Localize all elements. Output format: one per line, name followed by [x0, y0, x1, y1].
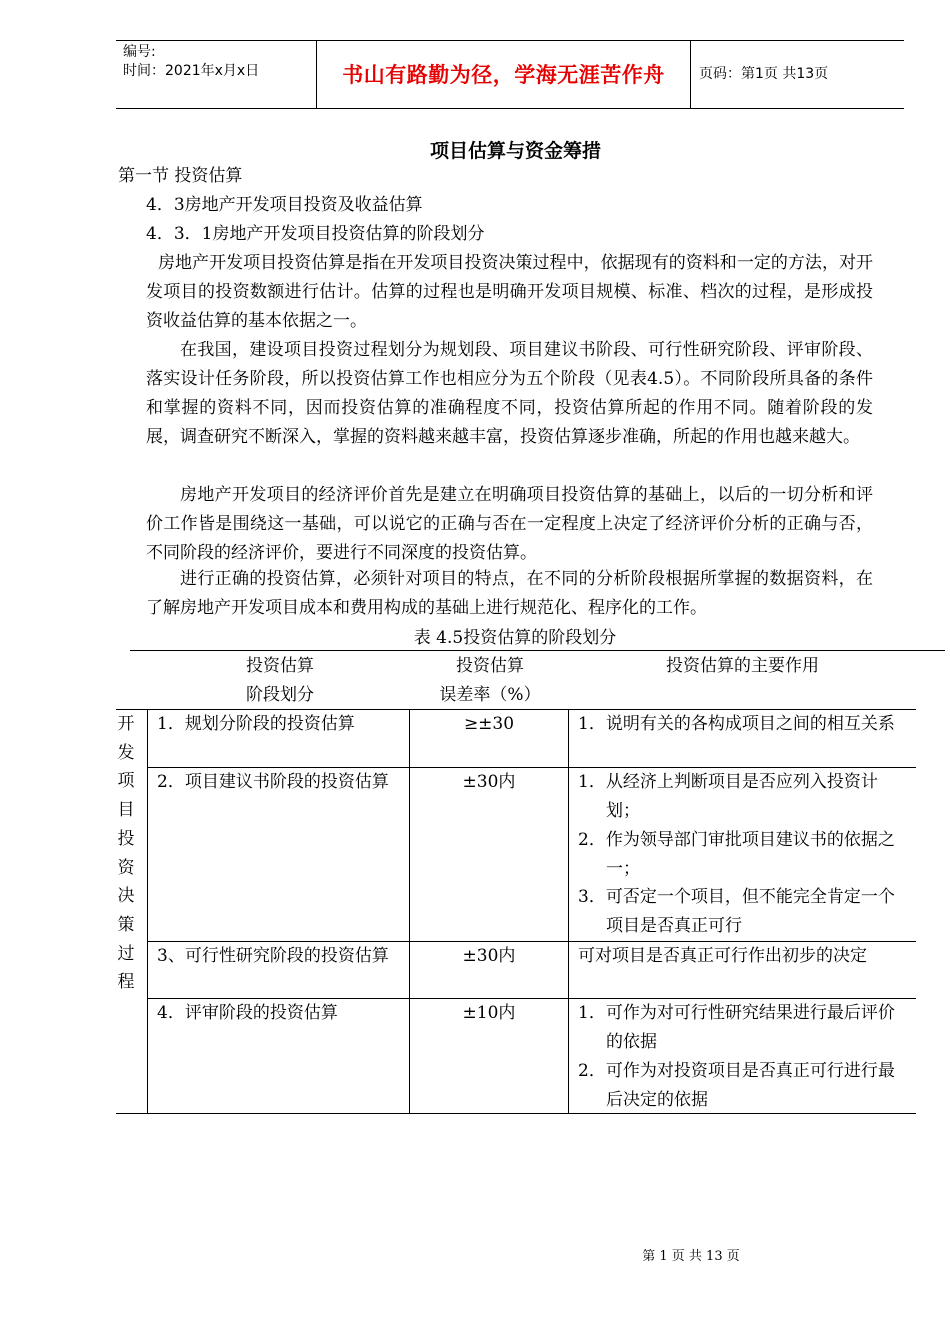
paragraph-3: 房地产开发项目的经济评价首先是建立在明确项目投资估算的基础上，以后的一切分析和评价工作皆是围绕这一基础，可以说它的正确与否在一定程度上决定了经济评价分析的正确与否，不同阶段的经济评价，要进行不同深度的投资估算。 — [146, 485, 873, 563]
document-title: 项目估算与资金筹措 — [429, 140, 601, 162]
header-motto: 书山有路勤为径，学海无涯苦作舟 — [316, 41, 691, 108]
col-rule-1 — [147, 709, 148, 1113]
row2-error: ±30内 — [462, 772, 516, 792]
row1-error: ≥±30 — [463, 714, 515, 734]
row1-role-1: 1．说明有关的各构成项目之间的相互关系 — [578, 714, 895, 734]
subsection-heading-1: 4．3房地产开发项目投资及收益估算 — [146, 195, 423, 215]
row3-role-1: 可对项目是否真正可行作出初步的决定 — [578, 946, 867, 966]
header-stage-line2: 阶段划分 — [246, 685, 314, 705]
paragraph-1: 房地产开发项目投资估算是指在开发项目投资决策过程中，依据现有的资料和一定的方法，对开发项目的投资数额进行估计。估算的过程也是明确开发项目规模、标准、档次的过程，是形成投资收益估算的基本依据之一。 — [146, 253, 873, 331]
row4-stage: 4．评审阶段的投资估算 — [157, 1003, 338, 1023]
row2-role-2: 2．作为领导部门审批项目建议书的依据之一； — [578, 830, 895, 879]
table-caption: 表 4.5投资估算的阶段划分 — [413, 628, 617, 648]
number-label: 编号: — [123, 44, 156, 60]
row3-stage: 3、可行性研究阶段的投资估算 — [157, 946, 389, 966]
row1-stage: 1．规划分阶段的投资估算 — [157, 714, 355, 734]
row4-role-2: 2．可作为对投资项目是否真正可行进行最后决定的依据 — [578, 1061, 895, 1110]
subsection-heading-2: 4．3．1房地产开发项目投资估算的阶段划分 — [146, 224, 485, 244]
header-page-info: 页码：第1页 共13页 — [699, 66, 829, 82]
time-label: 时间：2021年x月x日 — [123, 63, 260, 79]
group-label: 开发项目投资决策过程 — [117, 714, 135, 993]
section-heading: 第一节 投资估算 — [118, 166, 243, 186]
col-rule-3 — [568, 709, 569, 1113]
row2-role-3: 3．可否定一个项目，但不能完全肯定一个项目是否真正可行 — [578, 887, 895, 936]
paragraph-4: 进行正确的投资估算，必须针对项目的特点，在不同的分析阶段根据所掌握的数据资料，在了解房地产开发项目成本和费用构成的基础上进行规范化、程序化的工作。 — [146, 569, 873, 618]
row4-role-1: 1．可作为对可行性研究结果进行最后评价的依据 — [578, 1003, 895, 1052]
page-footer: 第 1 页 共 13 页 — [642, 1249, 740, 1264]
document-header — [116, 40, 904, 109]
row2-stage: 2．项目建议书阶段的投资估算 — [157, 772, 389, 792]
header-meta — [116, 41, 323, 110]
header-stage-line1: 投资估算 — [246, 656, 314, 676]
table-top-rule — [130, 650, 945, 651]
paragraph-2: 在我国，建设项目投资过程划分为规划段、项目建议书阶段、可行性研究阶段、评审阶段、落实设计任务阶段，所以投资估算工作也相应分为五个阶段（见表4.5）。不同阶段所具备的条件和掌握的资料不同，因而投资估算的准确程度不同，投资估算所起的作用不同。随着阶段的发展，调查研究不断深入，掌握的资料越来越丰富，投资估算逐步准确，所起的作用也越来越大。 — [146, 340, 873, 447]
header-role: 投资估算的主要作用 — [666, 656, 819, 676]
row2-role-1: 1．从经济上判断项目是否应列入投资计划； — [578, 772, 878, 821]
header-error-line1: 投资估算 — [456, 656, 524, 676]
header-error-line2: 误差率（%） — [439, 685, 541, 705]
row4-error: ±10内 — [462, 1003, 516, 1023]
row3-error: ±30内 — [462, 946, 516, 966]
